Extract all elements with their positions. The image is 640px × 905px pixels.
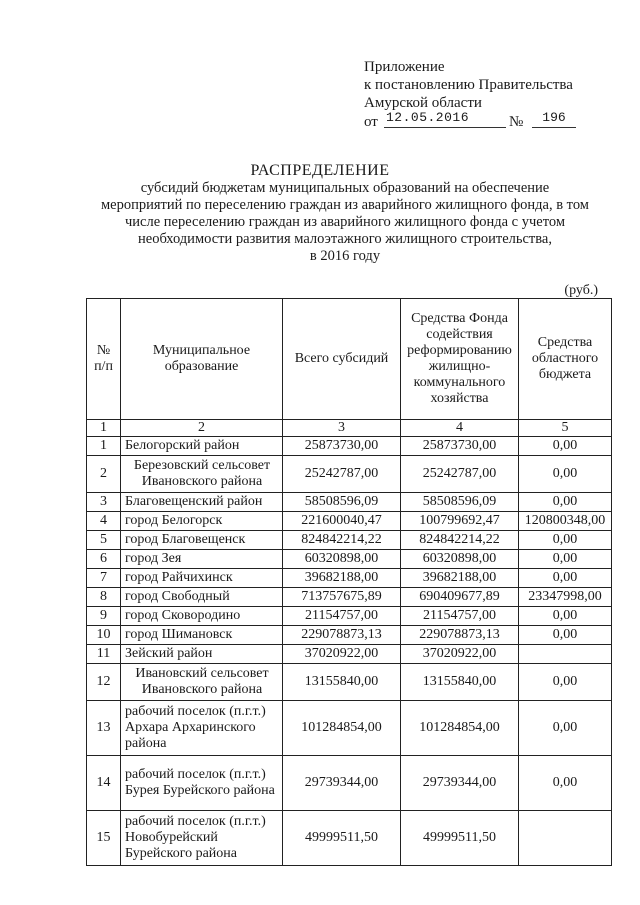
total-subsidy: 25873730,00	[283, 437, 401, 456]
subtitle-line: мероприятий по переселению граждан из аварийного жилищного фонда, в том	[101, 197, 589, 213]
fund-amount: 229078873,13	[401, 626, 519, 645]
row-index: 7	[87, 569, 121, 588]
fund-amount: 49999511,50	[401, 811, 519, 866]
fund-amount: 29739344,00	[401, 756, 519, 811]
municipality-name: город Белогорск	[121, 512, 283, 531]
municipality-name: город Зея	[121, 550, 283, 569]
fund-amount: 60320898,00	[401, 550, 519, 569]
appendix-block	[364, 58, 573, 130]
municipality-name: Ивановский сельсовет Ивановского района	[121, 664, 283, 701]
column-number: 2	[121, 420, 283, 437]
total-subsidy: 60320898,00	[283, 550, 401, 569]
table-row	[87, 569, 612, 588]
table-row	[87, 626, 612, 645]
row-index: 3	[87, 493, 121, 512]
total-subsidy: 37020922,00	[283, 645, 401, 664]
col-header-municipality: Муниципальное образование	[121, 299, 283, 420]
table-row	[87, 493, 612, 512]
total-subsidy: 229078873,13	[283, 626, 401, 645]
date-prefix: от	[364, 114, 378, 130]
column-number: 4	[401, 420, 519, 437]
municipality-name: рабочий поселок (п.г.т.) Новобурейский Бурейского района	[121, 811, 283, 866]
subsidy-table	[86, 298, 612, 866]
table-row	[87, 588, 612, 607]
row-index: 11	[87, 645, 121, 664]
regional-amount: 0,00	[519, 531, 612, 550]
total-subsidy: 101284854,00	[283, 701, 401, 756]
table-row	[87, 456, 612, 493]
column-number: 5	[519, 420, 612, 437]
column-number: 3	[283, 420, 401, 437]
subtitle-line: необходимости развития малоэтажного жилищного строительства,	[138, 231, 552, 247]
table-row	[87, 645, 612, 664]
regional-amount: 0,00	[519, 701, 612, 756]
table-row	[87, 512, 612, 531]
row-index: 12	[87, 664, 121, 701]
table-row	[87, 756, 612, 811]
fund-amount: 37020922,00	[401, 645, 519, 664]
municipality-name: рабочий поселок (п.г.т.) Бурея Бурейского района	[121, 756, 283, 811]
appendix-line: Амурской области	[364, 95, 482, 111]
decree-date: 12.05.2016	[384, 109, 506, 128]
table-row	[87, 550, 612, 569]
row-index: 8	[87, 588, 121, 607]
row-index: 15	[87, 811, 121, 866]
municipality-name: город Благовещенск	[121, 531, 283, 550]
regional-amount	[519, 811, 612, 866]
municipality-name: Зейский район	[121, 645, 283, 664]
col-header-index: № п/п	[87, 299, 121, 420]
row-index: 9	[87, 607, 121, 626]
regional-amount: 0,00	[519, 437, 612, 456]
document-subtitle	[101, 180, 589, 265]
fund-amount: 21154757,00	[401, 607, 519, 626]
regional-amount: 0,00	[519, 550, 612, 569]
total-subsidy: 13155840,00	[283, 664, 401, 701]
regional-amount: 0,00	[519, 493, 612, 512]
row-index: 13	[87, 701, 121, 756]
municipality-name: город Райчихинск	[121, 569, 283, 588]
row-index: 5	[87, 531, 121, 550]
number-prefix: №	[509, 114, 524, 130]
total-subsidy: 49999511,50	[283, 811, 401, 866]
row-index: 1	[87, 437, 121, 456]
column-number-row	[87, 420, 612, 437]
fund-amount: 58508596,09	[401, 493, 519, 512]
municipality-name: город Свободный	[121, 588, 283, 607]
currency-unit: (руб.)	[564, 283, 598, 298]
fund-amount: 100799692,47	[401, 512, 519, 531]
appendix-line: к постановлению Правительства	[364, 77, 573, 93]
row-index: 6	[87, 550, 121, 569]
municipality-name: Березовский сельсовет Ивановского района	[121, 456, 283, 493]
col-header-regional: Средства областного бюджета	[519, 299, 612, 420]
total-subsidy: 713757675,89	[283, 588, 401, 607]
fund-amount: 25873730,00	[401, 437, 519, 456]
municipality-name: город Сковородино	[121, 607, 283, 626]
fund-amount: 824842214,22	[401, 531, 519, 550]
decree-number: 196	[532, 109, 576, 128]
fund-amount: 690409677,89	[401, 588, 519, 607]
table-row	[87, 607, 612, 626]
subtitle-line: субсидий бюджетам муниципальных образований на обеспечение	[140, 180, 550, 196]
document-title: РАСПРЕДЕЛЕНИЕ	[250, 162, 390, 179]
table-row	[87, 811, 612, 866]
total-subsidy: 824842214,22	[283, 531, 401, 550]
municipality-name: Белогорский район	[121, 437, 283, 456]
decree-date-line	[364, 112, 573, 130]
column-number: 1	[87, 420, 121, 437]
total-subsidy: 39682188,00	[283, 569, 401, 588]
total-subsidy: 58508596,09	[283, 493, 401, 512]
fund-amount: 101284854,00	[401, 701, 519, 756]
fund-amount: 25242787,00	[401, 456, 519, 493]
municipality-name: город Шимановск	[121, 626, 283, 645]
regional-amount: 0,00	[519, 456, 612, 493]
regional-amount: 0,00	[519, 664, 612, 701]
regional-amount: 0,00	[519, 607, 612, 626]
table-row	[87, 531, 612, 550]
total-subsidy: 21154757,00	[283, 607, 401, 626]
subtitle-line: в 2016 году	[309, 248, 381, 264]
regional-amount	[519, 645, 612, 664]
total-subsidy: 221600040,47	[283, 512, 401, 531]
regional-amount: 120800348,00	[519, 512, 612, 531]
regional-amount: 0,00	[519, 569, 612, 588]
appendix-line: Приложение	[364, 59, 445, 75]
row-index: 14	[87, 756, 121, 811]
regional-amount: 0,00	[519, 756, 612, 811]
subtitle-line: числе переселению граждан из аварийного жилищного фонда с учетом	[124, 214, 566, 230]
col-header-total: Всего субсидий	[283, 299, 401, 420]
table-row	[87, 664, 612, 701]
total-subsidy: 29739344,00	[283, 756, 401, 811]
municipality-name: Благовещенский район	[121, 493, 283, 512]
table-header-row	[87, 299, 612, 420]
municipality-name: рабочий поселок (п.г.т.) Архара Архаринского района	[121, 701, 283, 756]
col-header-fund: Средства Фонда содействия реформированию жилищно-коммунального хозяйства	[401, 299, 519, 420]
regional-amount: 23347998,00	[519, 588, 612, 607]
fund-amount: 39682188,00	[401, 569, 519, 588]
regional-amount: 0,00	[519, 626, 612, 645]
table-row	[87, 437, 612, 456]
table-row	[87, 701, 612, 756]
row-index: 10	[87, 626, 121, 645]
row-index: 2	[87, 456, 121, 493]
total-subsidy: 25242787,00	[283, 456, 401, 493]
fund-amount: 13155840,00	[401, 664, 519, 701]
row-index: 4	[87, 512, 121, 531]
